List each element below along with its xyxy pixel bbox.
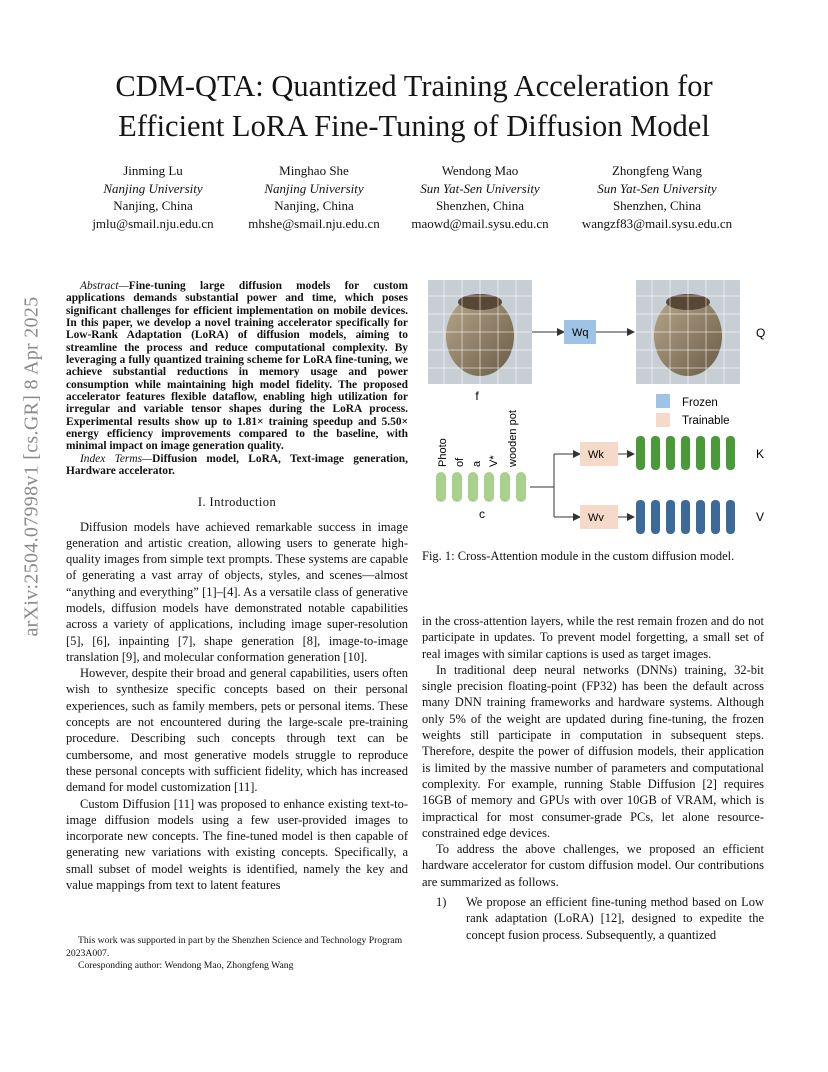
right-column bbox=[422, 613, 764, 943]
author-affiliation: Sun Yat-Sen University bbox=[597, 180, 717, 196]
label-v: V bbox=[756, 510, 765, 524]
token-embeddings-c bbox=[436, 472, 526, 502]
label-wq: Wq bbox=[572, 327, 589, 339]
author-email: mhshe@smail.nju.edu.cn bbox=[248, 215, 380, 231]
author-location: Shenzhen, China bbox=[612, 198, 702, 213]
footnotes bbox=[66, 935, 408, 973]
paragraph: Custom Diffusion [11] was proposed to enhance existing text-to-image diffusion models using a few user-provided images to incorporate new concepts. The fine-tuned model is then capable of generating new variations with existing concepts. Specifically, a small subset of model weights is identified, namely the key and value mappings from text to latent features bbox=[66, 796, 408, 893]
author-affiliation: Sun Yat-Sen University bbox=[420, 180, 540, 196]
paragraph: in the cross-attention layers, while the rest remain frozen and do not participate in updates. To prevent model forgetting, a small set of real images with similar captions is used as target images. bbox=[422, 614, 764, 661]
list-text: We propose an efficient fine-tuning method based on Low rank adaptation (LoRA) [12], designed to expedite the concept fusion process. Subsequently, a quantized bbox=[466, 895, 764, 942]
index-terms-label: Index Terms— bbox=[80, 452, 153, 465]
figure-caption: Fig. 1: Cross-Attention module in the custom diffusion model. bbox=[422, 549, 735, 563]
author-block bbox=[572, 162, 742, 232]
left-column bbox=[66, 280, 408, 893]
input-image-f bbox=[428, 280, 532, 384]
label-q: Q bbox=[756, 326, 766, 340]
author-name: Jinming Lu bbox=[123, 163, 183, 178]
index-terms bbox=[66, 453, 408, 478]
author-block bbox=[68, 162, 238, 232]
author-email: maowd@mail.sysu.edu.cn bbox=[411, 215, 549, 231]
author-block bbox=[229, 162, 399, 232]
index-terms-text: Diffusion model, LoRA, Text-image generation, Hardware accelerator. bbox=[66, 452, 408, 478]
list-number: 1) bbox=[436, 895, 447, 910]
author-location: Shenzhen, China bbox=[435, 198, 525, 213]
abstract-text: Fine-tuning large diffusion models for custom applications demands substantial power and time, which poses significant challenges for efficient implementation on mobile devices. In this paper, we develop a novel training accelerator specifically for Low-Rank Adaptation (LoRA) of diffusion models, aiming to streamline the process and reduce computational complexity. By leveraging a fully quantized training scheme for LoRA fine-tuning, we achieve substantial reductions in memory usage and power consumption while maintaining high model fidelity. The proposed accelerator features flexible dataflow, enabling high utilization for irregular and variable tensor shapes during the LoRA process. Experimental results show up to 1.81× training speedup and 5.50× energy efficiency improvements compared to the baseline, with minimal impact on image generation quality. bbox=[66, 280, 408, 453]
label-k: K bbox=[756, 447, 765, 461]
token-label: V* bbox=[488, 455, 500, 467]
paper-title bbox=[60, 66, 768, 146]
author-block bbox=[395, 162, 565, 232]
footnote-corresponding: Coresponding author: Wendong Mao, Zhongfeng Wang bbox=[78, 960, 294, 972]
abstract-label: Abstract— bbox=[80, 280, 129, 292]
list-item bbox=[422, 894, 764, 943]
label-c: c bbox=[479, 507, 485, 521]
title-line-2: Efficient LoRA Fine-Tuning of Diffusion Model bbox=[118, 109, 710, 143]
arxiv-identifier: arXiv:2504.07998v1 [cs.GR] 8 Apr 2025 bbox=[20, 296, 43, 637]
token-label: a bbox=[471, 460, 483, 467]
legend-trainable-swatch bbox=[656, 413, 670, 427]
label-f: f bbox=[475, 389, 479, 403]
title-line-1: CDM-QTA: Quantized Training Acceleration for bbox=[115, 69, 713, 103]
token-label: Photo bbox=[437, 438, 449, 467]
paragraph: To address the above challenges, we proposed an efficient hardware accelerator for custom diffusion model. Our contributions are summarized as follows. bbox=[422, 842, 764, 889]
intro-text bbox=[66, 519, 408, 894]
author-name: Zhongfeng Wang bbox=[611, 163, 703, 178]
author-name: Minghao She bbox=[279, 163, 349, 178]
cross-attention-diagram bbox=[422, 274, 778, 540]
token-label: of bbox=[454, 457, 466, 467]
paragraph: Diffusion models have achieved remarkable success in image generation and artistic creation, allowing users to generate high-quality images from simple text prompts. These systems are capable of generating a vast array of objects, styles, and scenes—almost “anything and everything” [1]–[4]. As a versatile class of generative models, diffusion models have demonstrated notable capabilities across a variety of applications, including image super-resolution [5], [6], inpainting [7], shape generation [8], image-to-image translation [9], and molecular conformation generation [10]. bbox=[66, 519, 408, 664]
label-wk: Wk bbox=[588, 449, 604, 461]
label-wv: Wv bbox=[588, 512, 604, 524]
footnote-funding: This work was supported in part by the Shenzhen Science and Technology Program 2023A007. bbox=[66, 935, 403, 959]
legend-trainable: Trainable bbox=[682, 415, 730, 427]
figure-cross-attention bbox=[422, 274, 778, 540]
section-heading: I. Introduction bbox=[197, 494, 277, 509]
author-name: Wendong Mao bbox=[441, 163, 519, 178]
value-embeddings-v bbox=[636, 500, 735, 534]
key-embeddings-k bbox=[636, 436, 735, 470]
legend-frozen-swatch bbox=[656, 394, 670, 408]
author-affiliation: Nanjing University bbox=[264, 180, 364, 196]
token-label: wooden pot bbox=[507, 410, 519, 467]
legend-frozen: Frozen bbox=[682, 397, 718, 409]
author-email: jmlu@smail.nju.edu.cn bbox=[92, 215, 214, 231]
author-location: Nanjing, China bbox=[274, 198, 354, 213]
abstract bbox=[66, 280, 408, 453]
author-affiliation: Nanjing University bbox=[103, 180, 203, 196]
author-location: Nanjing, China bbox=[113, 198, 193, 213]
paragraph: However, despite their broad and general capabilities, users often wish to synthesize specific concepts based on their personal experiences, such as family members, pets or personal items. These concepts are not encountered during the large-scale pre-training procedure. Describing such concepts through text can be cumbersome, and most generative models struggle to reproduce these personal concepts with sufficient fidelity, which has increased demand for model customization [11]. bbox=[66, 666, 408, 795]
author-email: wangzf83@mail.sysu.edu.cn bbox=[581, 215, 733, 231]
paragraph: In traditional deep neural networks (DNNs) training, 32-bit single precision floating-point (FP32) has been the default across many DNN training frameworks and hardware systems. Although only 5% of the weight are updated during fine-tuning, the frozen weights still participate in computation in subsequent steps. Therefore, despite the power of diffusion models, their application is limited by the massive number of parameters and computational complexity. For example, running Stable Diffusion [2] requires 16GB of memory and GPUs with over 10GB of VRAM, which is impractical for most consumer-grade PCs, let alone resource-constrained edge devices. bbox=[422, 662, 764, 840]
output-image-q bbox=[636, 280, 740, 384]
